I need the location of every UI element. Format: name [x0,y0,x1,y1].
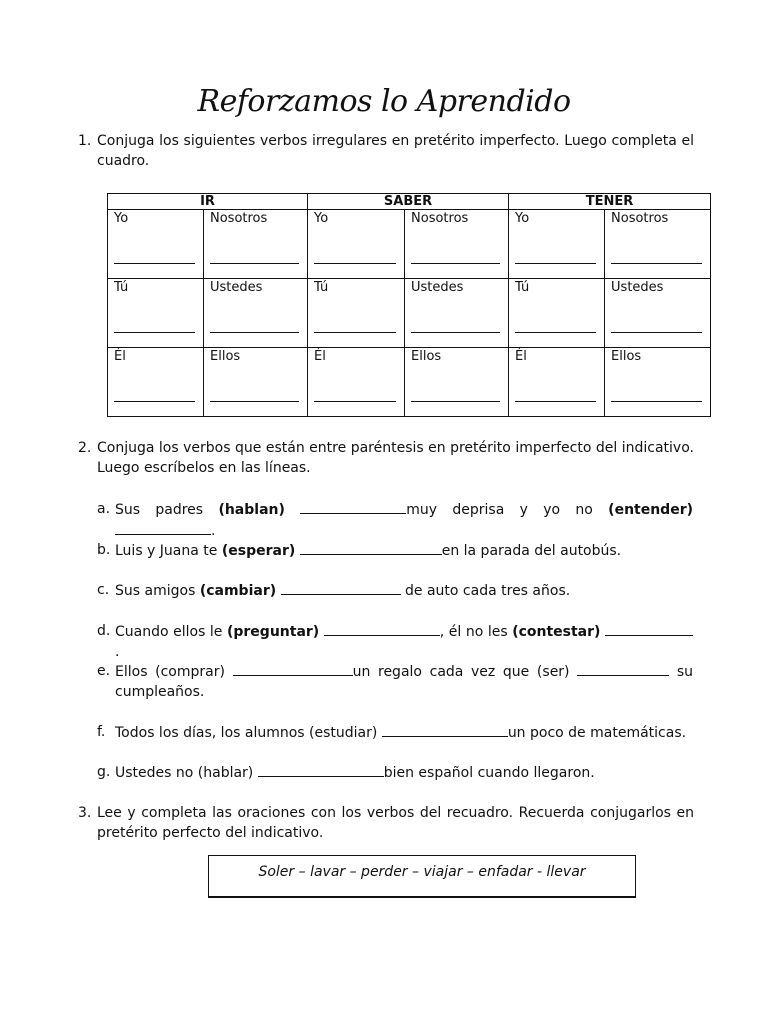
pronoun-label: Ustedes [210,280,263,295]
answer-line [611,401,702,402]
item-text: Ellos (comprar) [115,664,233,680]
table-cell[interactable] [605,279,711,348]
verb-hint: (entender) [608,502,694,518]
answer-line [611,263,702,264]
item-label: g. [97,764,111,780]
item-text: bien español cuando llegaron. [383,765,595,781]
pronoun-label: Ellos [611,349,642,364]
question-text: Lee y completa las oraciones con los verbos del recuadro. Recuerda conjugarlos en pretérito perfecto del indicativo. [97,805,694,841]
table-header: IR [108,194,308,210]
question-number: 2. [78,440,92,456]
answer-blank[interactable] [605,621,693,636]
item-text: un poco de matemáticas. [507,725,687,741]
item-text: Todos los días, los alumnos (estudiar) [115,725,382,741]
answer-line [515,263,596,264]
pronoun-label: Nosotros [611,211,669,226]
item-text: su cumpleaños. [115,664,693,700]
item-text: . [115,644,120,660]
item-label: d. [97,623,111,639]
item-text: . [211,523,216,539]
question-text: Conjuga los siguientes verbos irregulares en pretérito imperfecto. Luego completa el cuadro. [97,133,694,169]
verb-box: Soler – lavar – perder – viajar – enfadar - llevar [208,855,636,898]
table-cell[interactable] [405,210,509,279]
item-text: Luis y Juana te [115,543,222,559]
question-number: 1. [78,133,92,149]
pronoun-label: Ellos [210,349,241,364]
item-label: c. [97,582,110,598]
item-text: Cuando ellos le [115,624,227,640]
answer-blank[interactable] [382,722,508,737]
item-label: e. [97,663,111,679]
answer-line [411,401,500,402]
exercise-item-b [97,540,693,561]
answer-line [515,332,596,333]
answer-blank[interactable] [300,499,406,514]
item-text: muy deprisa y yo no [406,502,609,518]
page-title: Reforzamos lo Aprendido [197,84,571,119]
exercise-item-d [97,621,693,662]
pronoun-label: Ellos [411,349,442,364]
pronoun-label: Yo [515,211,530,226]
table-cell[interactable] [204,210,308,279]
pronoun-label: Ustedes [411,280,464,295]
answer-blank[interactable] [281,580,401,595]
answer-line [114,332,195,333]
answer-blank[interactable] [300,540,442,555]
exercise-item-a [97,499,693,541]
table-cell[interactable] [308,348,405,417]
answer-line [411,263,500,264]
table-cell[interactable] [405,348,509,417]
answer-blank[interactable] [577,661,669,676]
item-text: Ustedes no (hablar) [115,765,258,781]
answer-blank[interactable] [258,762,384,777]
table-row [108,210,711,279]
answer-line [210,263,299,264]
pronoun-label: Nosotros [411,211,469,226]
verb-hint: (contestar) [512,624,601,640]
question-1 [78,131,694,171]
item-text: en la parada del autobús. [441,543,622,559]
table-row [108,348,711,417]
table-cell[interactable] [605,348,711,417]
answer-line [114,263,195,264]
exercise-item-f [97,722,693,743]
table-cell[interactable] [509,348,605,417]
item-text: Sus padres [115,502,219,518]
answer-line [314,332,396,333]
table-cell[interactable] [204,279,308,348]
answer-line [611,332,702,333]
pronoun-label: Él [515,349,527,364]
exercise-item-g [97,762,693,783]
table-cell[interactable] [509,279,605,348]
answer-line [411,332,500,333]
answer-blank[interactable] [324,621,440,636]
verb-hint: (hablan) [218,502,285,518]
pronoun-label: Yo [114,211,129,226]
pronoun-label: Tú [314,280,329,295]
answer-line [515,401,596,402]
table-header-row [108,194,711,210]
item-label: a. [97,501,111,517]
answer-blank[interactable] [233,661,353,676]
pronoun-label: Él [114,349,126,364]
verb-hint: (esperar) [221,543,296,559]
pronoun-label: Él [314,349,326,364]
table-cell[interactable] [405,279,509,348]
answer-line [114,401,195,402]
item-text: , él no les [439,624,513,640]
answer-line [210,332,299,333]
pronoun-label: Tú [114,280,129,295]
pronoun-label: Nosotros [210,211,268,226]
pronoun-label: Tú [515,280,530,295]
item-text: Sus amigos [115,583,200,599]
table-cell[interactable] [108,210,204,279]
verb-hint: (cambiar) [199,583,277,599]
table-cell[interactable] [204,348,308,417]
table-cell[interactable] [108,348,204,417]
pronoun-label: Yo [314,211,329,226]
pronoun-label: Ustedes [611,280,664,295]
verb-hint: (preguntar) [226,624,320,640]
exercise-item-e [97,661,693,702]
table-cell[interactable] [308,279,405,348]
answer-line [314,263,396,264]
table-cell[interactable] [108,279,204,348]
question-2 [78,438,694,478]
answer-blank[interactable] [115,520,211,535]
item-label: b. [97,542,111,558]
question-3 [78,803,694,843]
item-text: de auto cada tres años. [400,583,571,599]
question-number: 3. [78,805,92,821]
item-text: un regalo cada vez que (ser) [352,664,578,680]
answer-line [210,401,299,402]
table-cell[interactable] [605,210,711,279]
table-cell[interactable] [308,210,405,279]
exercise-item-c [97,580,693,601]
table-header: TENER [509,194,711,210]
conjugation-table [107,193,711,417]
table-header: SABER [308,194,509,210]
item-label: f. [97,724,106,740]
table-row [108,279,711,348]
question-text: Conjuga los verbos que están entre paréntesis en pretérito imperfecto del indicativo. Luego escríbelos en las líneas. [97,440,694,476]
answer-line [314,401,396,402]
table-cell[interactable] [509,210,605,279]
